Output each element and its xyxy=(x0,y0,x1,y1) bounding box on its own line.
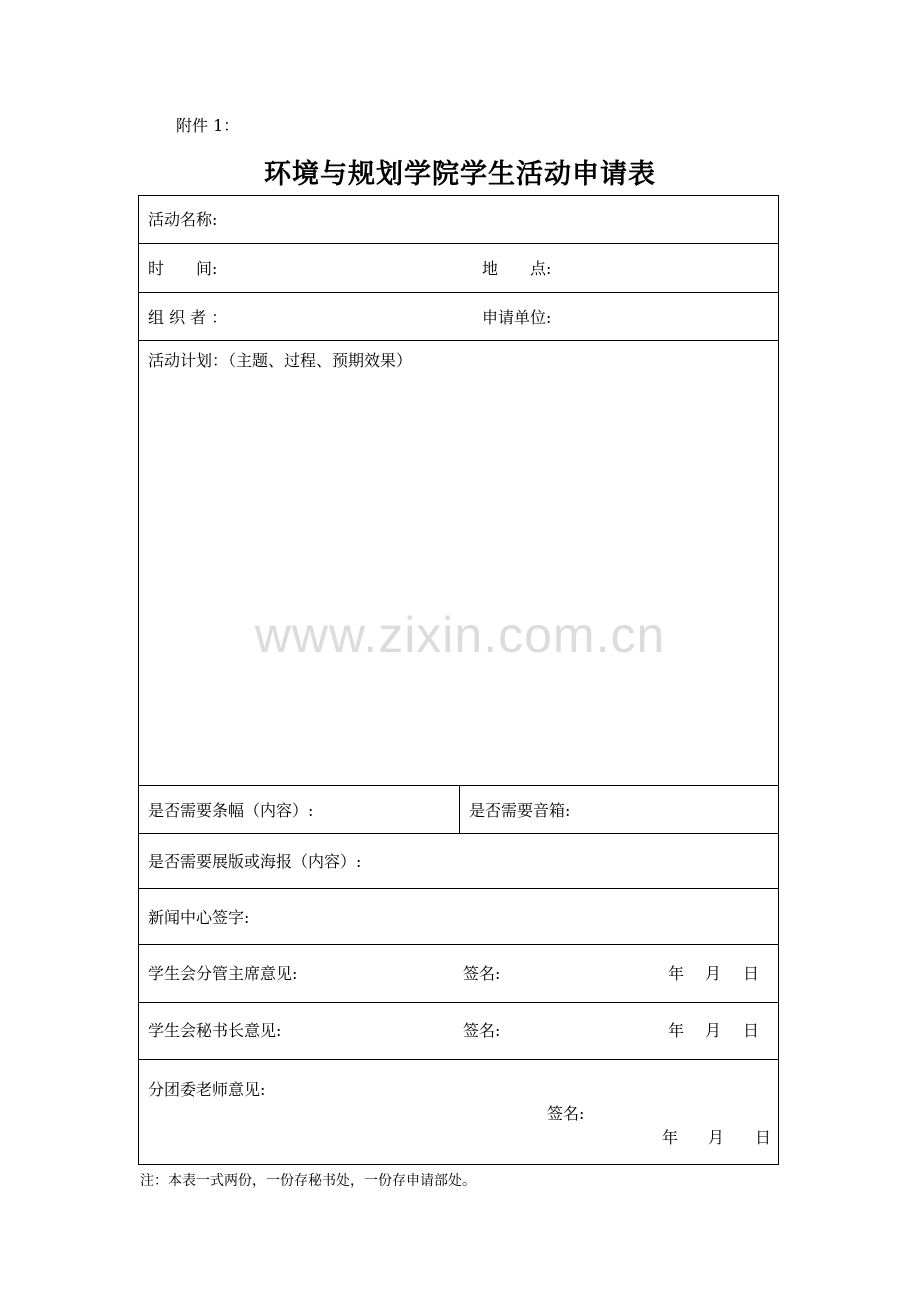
date-day-label: 日 xyxy=(743,1021,760,1040)
secretary-general-opinion-field[interactable]: 学生会秘书长意见: xyxy=(148,1021,282,1040)
row-divider xyxy=(139,1059,778,1060)
watermark: www.zixin.com.cn xyxy=(254,607,666,663)
speaker-field[interactable]: 是否需要音箱: xyxy=(469,801,571,820)
date-year-label: 年 xyxy=(668,1021,685,1040)
date-year-label: 年 xyxy=(662,1128,679,1147)
row-divider xyxy=(139,243,778,244)
location-field[interactable]: 地 点: xyxy=(482,259,552,278)
activity-name-field[interactable]: 活动名称: xyxy=(148,210,218,229)
activity-plan-field[interactable]: 活动计划：（主题、过程、预期效果） xyxy=(148,351,413,370)
signature-label: 签名: xyxy=(463,1021,501,1040)
column-divider xyxy=(459,785,460,833)
footnote: 注：本表一式两份，一份存秘书处，一份存申请部处。 xyxy=(140,1173,476,1189)
banner-field[interactable]: 是否需要条幅（内容）: xyxy=(148,801,314,820)
time-field[interactable]: 时 间: xyxy=(148,259,218,278)
date-day-label: 日 xyxy=(743,964,760,983)
form-title: 环境与规划学院学生活动申请表 xyxy=(264,159,656,190)
signature-label: 签名: xyxy=(463,964,501,983)
league-teacher-opinion-field[interactable]: 分团委老师意见: xyxy=(148,1080,266,1099)
news-center-signature-field[interactable]: 新闻中心签字: xyxy=(148,908,250,927)
vice-chair-opinion-field[interactable]: 学生会分管主席意见: xyxy=(148,964,298,983)
date-month-label: 月 xyxy=(705,964,722,983)
date-day-label: 日 xyxy=(755,1128,772,1147)
date-month-label: 月 xyxy=(708,1128,725,1147)
date-year-label: 年 xyxy=(668,964,685,983)
applicant-unit-field[interactable]: 申请单位: xyxy=(482,308,552,327)
row-divider xyxy=(139,944,778,945)
signature-label: 签名: xyxy=(547,1104,585,1123)
row-divider xyxy=(139,833,778,834)
poster-field[interactable]: 是否需要展版或海报（内容）: xyxy=(148,852,362,871)
row-divider xyxy=(139,292,778,293)
row-divider xyxy=(139,888,778,889)
organizer-field[interactable]: 组 织 者 ： xyxy=(148,308,228,327)
application-form-table xyxy=(138,195,779,1165)
row-divider xyxy=(139,340,778,341)
attachment-label: 附件 1： xyxy=(176,116,240,135)
date-month-label: 月 xyxy=(705,1021,722,1040)
row-divider xyxy=(139,1002,778,1003)
